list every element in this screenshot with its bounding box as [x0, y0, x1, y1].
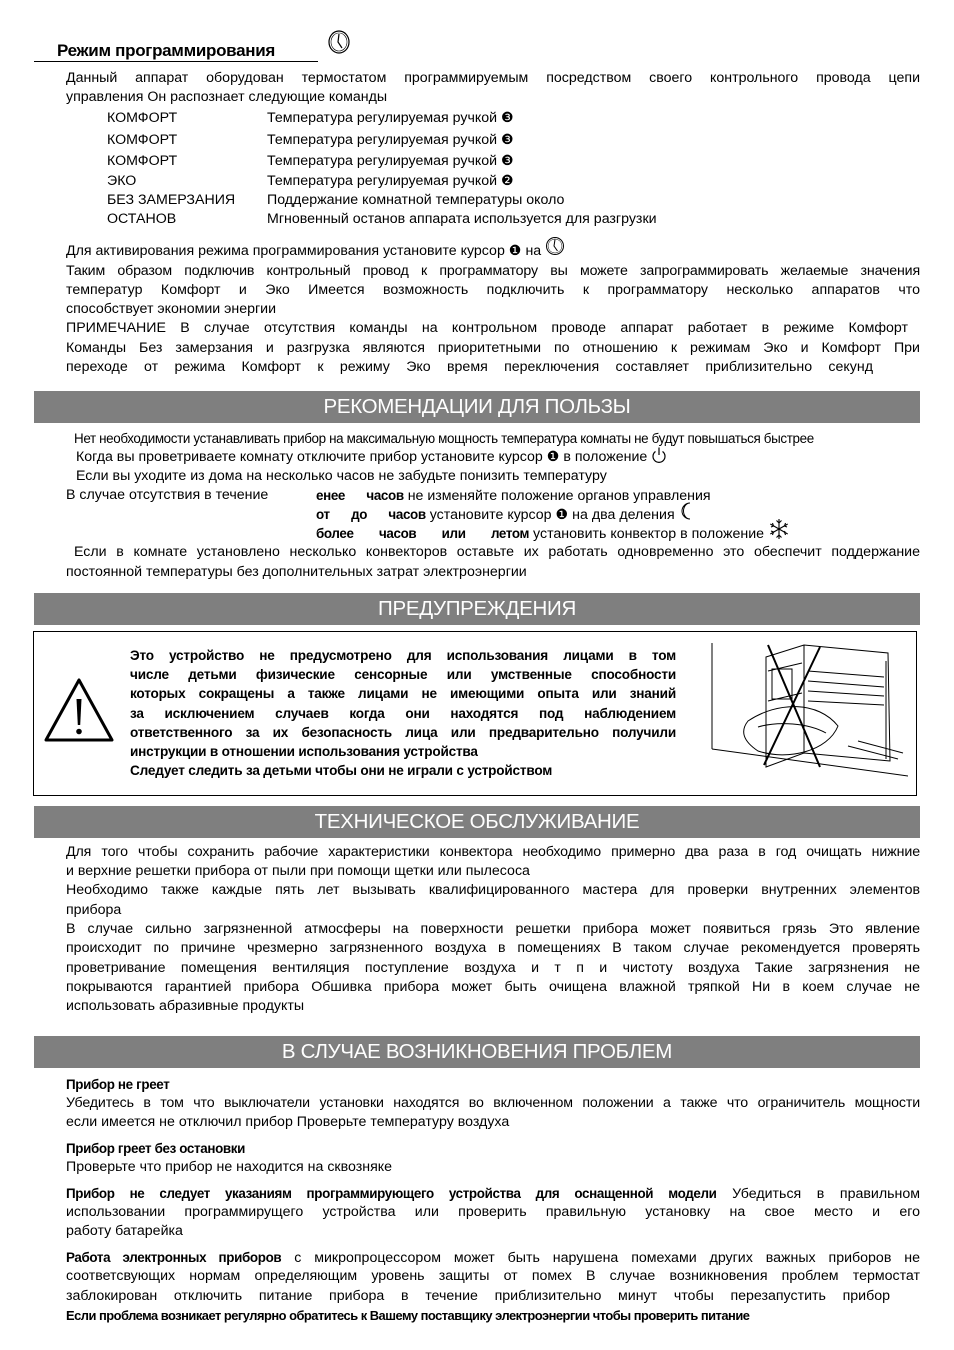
maintenance-line: Необходимо также каждые пять лет вызывать квалифицированного мастера для проверки внутренних элементов: [66, 882, 920, 898]
problem-heading: Работа электронных приборов: [66, 1250, 282, 1265]
recommend-absence-short: енее часов не изменяйте положение органов управления: [316, 488, 711, 504]
prog-para-line: Таким образом подключив контрольный провод к программатору вы можете запрограммировать желаемые значения: [66, 263, 920, 279]
warning-line: Следует следить за детьми чтобы они не играли с устройством: [130, 763, 553, 778]
maintenance-line: использовать абразивные продукты: [66, 998, 305, 1014]
problem-text: соответсвующих нормам определяющим уровень защиты от помех В случае возникновения проблем термостат: [66, 1268, 920, 1284]
maintenance-line: и верхние решетки прибора от пыли при помощи щетки или пылесоса: [66, 863, 530, 879]
command-name: БЕЗ ЗАМЕРЗАНИЯ: [107, 192, 236, 208]
title-underline: [34, 61, 318, 62]
command-name: ЭКО: [107, 173, 137, 189]
warning-line: числе детьми физические сенсорные или умственные способности: [130, 667, 676, 682]
prog-para-line: способствует экономии энергии: [66, 301, 277, 317]
intro-line-1: Данный аппарат оборудован термостатом программируемым посредством своего контрольного провода цепи: [66, 70, 920, 86]
warning-line: Это устройство не предусмотрено для использования лицами в том: [130, 648, 676, 663]
knob-marker: ❸: [501, 153, 514, 169]
recommend-line-8: постоянной температуры без дополнительных затрат электроэнергии: [66, 564, 527, 580]
clock-icon: [545, 236, 565, 256]
clock-icon: [327, 29, 351, 55]
programming-title-text: Режим программирования: [57, 41, 275, 60]
intro-line-2: управления Он распознает следующие команды: [66, 89, 388, 105]
command-name: КОМФОРТ: [107, 110, 178, 126]
recommend-absence-long: более часов или летом установить конвектор в положение: [316, 524, 790, 544]
maintenance-line: происходит по причине чрезмерно загрязненного воздуха в помещениях В таком случае рекомендуется проверять: [66, 940, 920, 956]
section-title-programming: [57, 41, 275, 61]
problem-heading-line: Работа электронных приборов с микропроцессором может быть нарушена помехами других важных приборов не: [66, 1250, 920, 1266]
no-cover-heater-illustration: [708, 641, 908, 783]
command-name: ОСТАНОВ: [107, 211, 177, 227]
moon-icon: [679, 501, 695, 521]
command-desc: Поддержание комнатной температуры около: [267, 192, 565, 208]
command-desc: Температура регулируемая ручкой ❸: [267, 132, 514, 148]
problem-text: Проверьте что прибор не находится на сквозняке: [66, 1159, 393, 1175]
command-name: КОМФОРТ: [107, 153, 178, 169]
prog-para-line: ПРИМЕЧАНИЕ В случае отсутствия команды на контрольном проводе аппарат работает в режиме Комфорт: [66, 320, 908, 336]
problem-text: использовании программирущего устройства или проверить правильную установку на свое место и его: [66, 1204, 920, 1220]
recommend-line-7: Если в комнате установлено несколько конвекторов оставьте их работать одновременно это обеспечит поддержание: [74, 544, 920, 560]
prog-para-line: температур Комфорт и Эко Имеется возможность подключить к программатору несколько аппаратов что: [66, 282, 920, 298]
section-header-problems: В СЛУЧАЕ ВОЗНИКНОВЕНИЯ ПРОБЛЕМ: [34, 1036, 920, 1068]
section-header-maintenance: ТЕХНИЧЕСКОЕ ОБСЛУЖИВАНИЕ: [34, 806, 920, 838]
command-desc: Мгновенный останов аппарата используется для разгрузки: [267, 211, 657, 227]
recommend-line-2: Когда вы проветриваете комнату отключите прибор установите курсор ❶ в положение: [76, 448, 667, 467]
problem-text: работу батарейка: [66, 1223, 183, 1239]
maintenance-line: Для того чтобы сохранить рабочие характеристики конвектора необходимо примерно два раза в год очищать нижние: [66, 844, 920, 860]
problem-final-note: Если проблема возникает регулярно обратитесь к Вашему поставщику электроэнергии чтобы проверить питание: [66, 1308, 750, 1323]
section-header-warnings: ПРЕДУПРЕЖДЕНИЯ: [34, 593, 920, 625]
recommend-absence-medium: от до часов установите курсор ❶ на два деления: [316, 505, 695, 525]
command-desc: Температура регулируемая ручкой ❸: [267, 110, 514, 126]
section-header-recommendations: РЕКОМЕНДАЦИИ ДЛЯ ПОЛЬЗЫ: [34, 391, 920, 423]
knob-marker: ❷: [501, 173, 514, 189]
recommend-absence-lead: В случае отсутствия в течение: [66, 487, 269, 503]
warning-line: за исключением случаев когда они находятся под наблюдением: [130, 706, 676, 721]
knob-marker: ❸: [501, 110, 514, 126]
warning-line: инструкции в отношении использования устройства: [130, 744, 478, 759]
recommend-line-3: Если вы уходите из дома на несколько часов не забудьте понизить температуру: [76, 468, 607, 484]
snowflake-icon: [768, 518, 790, 540]
problem-text: заблокирован отключить питание прибора в течение приблизительно минут чтобы перезапустить прибор: [66, 1288, 890, 1304]
warning-triangle-icon: [43, 677, 115, 743]
problem-heading-line: Прибор не следует указаниям программирующего устройства для оснащенной модели Убедиться в правильном: [66, 1186, 920, 1202]
command-desc: Температура регулируемая ручкой ❸: [267, 153, 514, 169]
maintenance-line: покрываются гарантией прибора Обшивка прибора может быть очищена влажной тряпкой Ни в коем случае не: [66, 979, 920, 995]
problem-heading: Прибор не греет: [66, 1077, 170, 1092]
maintenance-line: проветривание помещения вентиляция поступление воздуха и т п и чистоту воздуха Такие загрязнения не: [66, 960, 920, 976]
maintenance-line: прибора: [66, 902, 122, 918]
knob-marker: ❸: [501, 132, 514, 148]
power-off-icon: [651, 446, 667, 464]
prog-para-line: переходе от режима Комфорт к режиму Эко время переключения составляет приблизительно секунд: [66, 359, 873, 375]
command-desc: Температура регулируемая ручкой ❷: [267, 173, 514, 189]
warning-line: ответственного за их безопасность лица или предварительно получили: [130, 725, 676, 740]
problem-text: Убедитесь в том что выключатели установки находятся во включенном положении а также что ограничитель мощности: [66, 1095, 920, 1111]
recommend-line-1: Нет необходимости устанавливать прибор на максимальную мощность температура комнаты не будут повышаться быстрее: [74, 431, 814, 446]
command-name: КОМФОРТ: [107, 132, 178, 148]
problem-heading: Прибор не следует указаниям программирующего устройства для оснащенной модели: [66, 1186, 717, 1201]
problem-heading: Прибор греет без остановки: [66, 1141, 246, 1156]
maintenance-line: В случае сильно загрязненной атмосферы на поверхности решетки прибора может появиться грязь Это явление: [66, 921, 920, 937]
activate-line: Для активирования режима программирования установите курсор ❶ на: [66, 242, 565, 261]
warning-line: которых сокращены а также лицами не имеющими опыта или знаний: [130, 686, 676, 701]
problem-text: если имеется не отключил прибор Проверьте температуру воздуха: [66, 1114, 510, 1130]
prog-para-line: Команды Без замерзания и разгрузка являются приоритетными по отношению к режимам Эко и Комфорт При: [66, 340, 920, 356]
